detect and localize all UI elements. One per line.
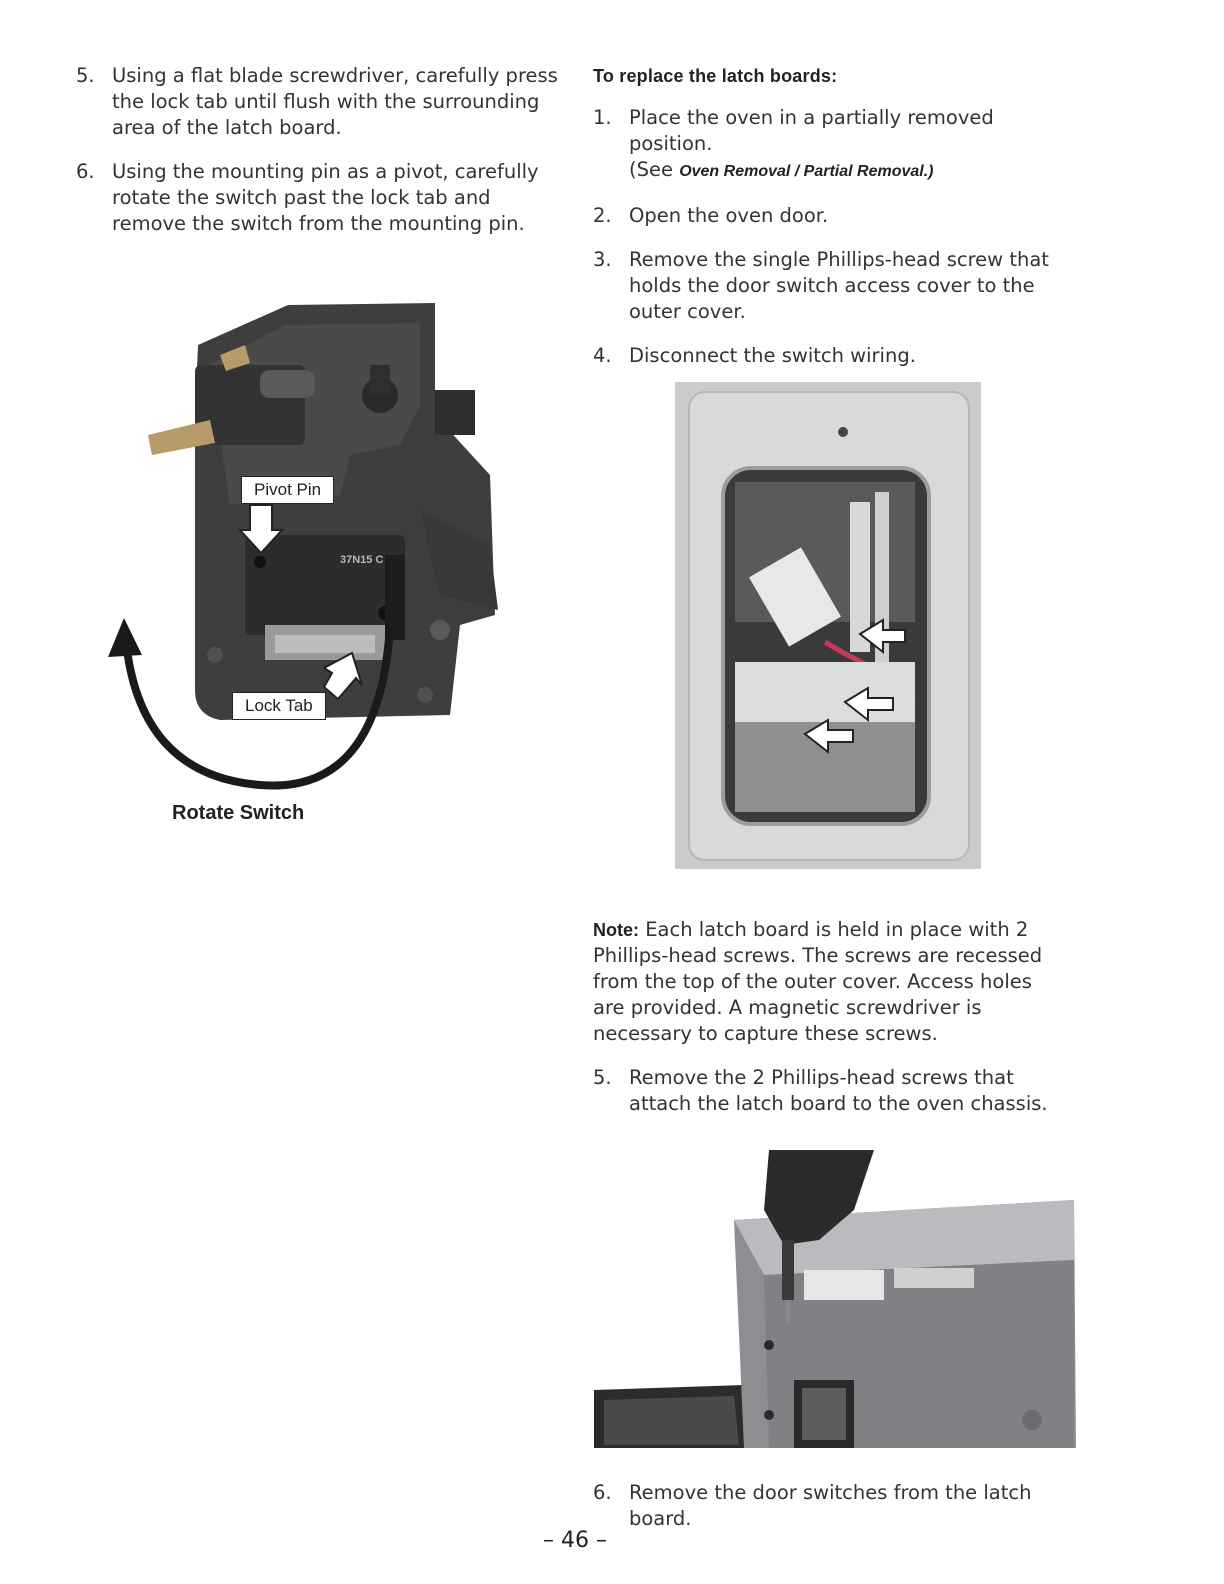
step-6-right	[593, 1480, 1083, 1532]
step-number: 4.	[593, 344, 612, 367]
see-prefix: (See	[629, 158, 680, 181]
page-number: – 46 –	[543, 1528, 607, 1553]
step-number: 3.	[593, 248, 612, 271]
section-heading: To replace the latch boards:	[593, 66, 838, 86]
step-text: Using the mounting pin as a pivot, carefully rotate the switch past the lock tab and remove the switch from the mounting pin.	[112, 160, 539, 235]
step-number: 6.	[76, 160, 95, 183]
step-text: Remove the 2 Phillips-head screws that attach the latch board to the oven chassis.	[629, 1066, 1048, 1115]
latch-switch-figure	[100, 295, 520, 825]
note-block	[593, 917, 1058, 1135]
note-paragraph	[593, 917, 1058, 1047]
step-number: 5.	[76, 64, 95, 87]
step-text	[629, 105, 1083, 185]
step-2	[593, 203, 1083, 229]
note-text: Each latch board is held in place with 2 Phillips-head screws. The screws are recessed from the top of the outer cover. Access holes are provided. A magnetic screwdriver is necessary to capture these screws.	[593, 918, 1043, 1045]
step-number: 6.	[593, 1481, 612, 1504]
chassis-screw-figure	[594, 1150, 1076, 1448]
step-text: Remove the door switches from the latch board.	[629, 1481, 1032, 1530]
step-3	[593, 247, 1083, 325]
left-column	[76, 63, 561, 255]
step-5-right	[593, 1065, 1058, 1117]
switch-wiring-figure	[675, 382, 981, 869]
lock-tab-callout: Lock Tab	[232, 692, 326, 720]
latch-switch-photo	[100, 295, 520, 825]
step-text: Open the oven door.	[629, 204, 829, 227]
step-1	[593, 105, 1083, 185]
step-1-text: Place the oven in a partially removed position.	[629, 106, 994, 155]
rotate-switch-caption: Rotate Switch	[172, 802, 305, 824]
part-marking: 37N15 C	[340, 554, 384, 566]
step-6-left	[76, 159, 561, 237]
step-text: Using a flat blade screwdriver, carefully press the lock tab until flush with the surrounding area of the latch board.	[112, 64, 558, 139]
oven-removal-reference: Oven Removal / Partial Removal.)	[679, 163, 934, 180]
step-text: Disconnect the switch wiring.	[629, 344, 916, 367]
step-number: 2.	[593, 204, 612, 227]
step-number: 5.	[593, 1066, 612, 1089]
step-4	[593, 343, 1083, 369]
switch-wiring-photo	[675, 382, 981, 869]
right-column	[593, 63, 1083, 387]
chassis-screw-photo	[594, 1150, 1076, 1448]
step-number: 1.	[593, 106, 612, 129]
pivot-pin-callout: Pivot Pin	[241, 476, 334, 504]
step-5-left	[76, 63, 561, 141]
step-text: Remove the single Phillips-head screw that holds the door switch access cover to the outer cover.	[629, 248, 1049, 323]
note-label: Note:	[593, 920, 639, 940]
